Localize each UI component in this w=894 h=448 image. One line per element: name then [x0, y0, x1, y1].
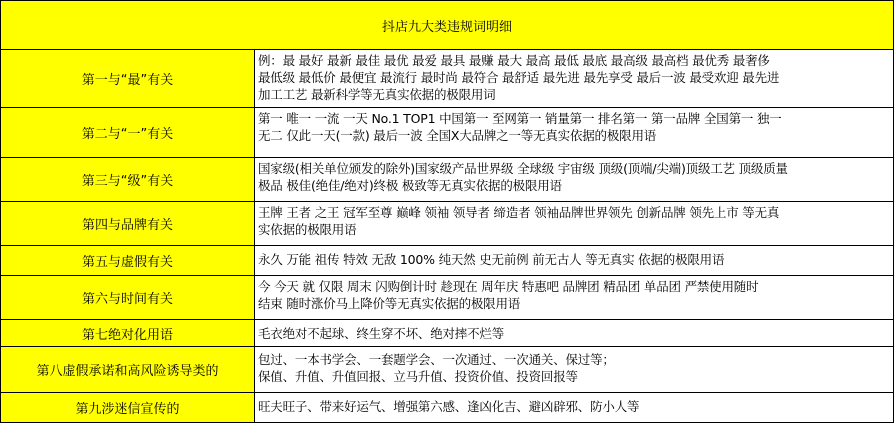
category-cell: 第五与虚假有关	[0, 246, 255, 275]
category-cell: 第一与“最”有关	[0, 50, 255, 107]
category-cell: 第六与时间有关	[0, 276, 255, 319]
table-row	[0, 393, 894, 423]
category-cell: 第九涉迷信宣传的	[0, 393, 255, 422]
table-row	[0, 276, 894, 320]
table-row	[0, 320, 894, 347]
table-row	[0, 108, 894, 158]
table-row	[0, 50, 894, 108]
table-row	[0, 246, 894, 276]
terms-cell: 永久 万能 祖传 特效 无敌 100% 纯天然 史无前例 前无古人 等无真实 依据的极限用语	[255, 246, 894, 275]
table-row	[0, 347, 894, 393]
table-row	[0, 202, 894, 246]
category-cell: 第四与品牌有关	[0, 202, 255, 245]
terms-cell: 国家级(相关单位颁发的除外)国家级产品世界级 全球级 宇宙级 顶级(顶端/尖端)顶级工艺 顶级质量 极品 极佳(绝佳/绝对)终极 极致等无真实依据的极限用语	[255, 158, 894, 201]
terms-cell: 王牌 王者 之王 冠军至尊 巅峰 领袖 领导者 缔造者 领袖品牌世界领先 创新品牌 领先上市 等无真 实依据的极限用语	[255, 202, 894, 245]
terms-cell: 毛衣绝对不起球、终生穿不坏、绝对摔不烂等	[255, 320, 894, 346]
terms-cell: 第一 唯一 一流 一天 No.1 TOP1 中国第一 至网第一 销量第一 排名第一 第一品牌 全国第一 独一 无二 仅此一天(一款) 最后一波 全国X大品牌之一等无真实依据的极限用语	[255, 108, 894, 157]
category-cell: 第三与“级”有关	[0, 158, 255, 201]
terms-cell: 今 今天 就 仅限 周末 闪购倒计时 趁现在 周年庆 特惠吧 品牌团 精品团 单品团 严禁使用随时 结束 随时涨价马上降价等无真实依据的极限用语	[255, 276, 894, 319]
category-cell: 第二与“一”有关	[0, 108, 255, 157]
category-cell: 第八虚假承诺和高风险诱导类的	[0, 347, 255, 392]
terms-cell: 包过、一本书学会、一套题学会、一次通过、一次通关、保过等； 保值、升值、升值回报、立马升值、投资价值、投资回报等	[255, 347, 894, 392]
table-row	[0, 158, 894, 202]
table-title: 抖店九大类违规词明细	[0, 0, 894, 50]
terms-cell: 例：最 最好 最新 最佳 最优 最爱 最具 最赚 最大 最高 最低 最底 最高级 最高档 最优秀 最奢侈 最低级 最低价 最便宜 最流行 最时尚 最符合 最舒适 最先进 最先享受 最后一波 最受欢迎 最先进 加工工艺 最新科学等无真实依据的极限用词	[255, 50, 894, 107]
category-cell: 第七绝对化用语	[0, 320, 255, 346]
terms-cell: 旺夫旺子、带来好运气、增强第六感、逢凶化吉、避凶辟邪、防小人等	[255, 393, 894, 422]
